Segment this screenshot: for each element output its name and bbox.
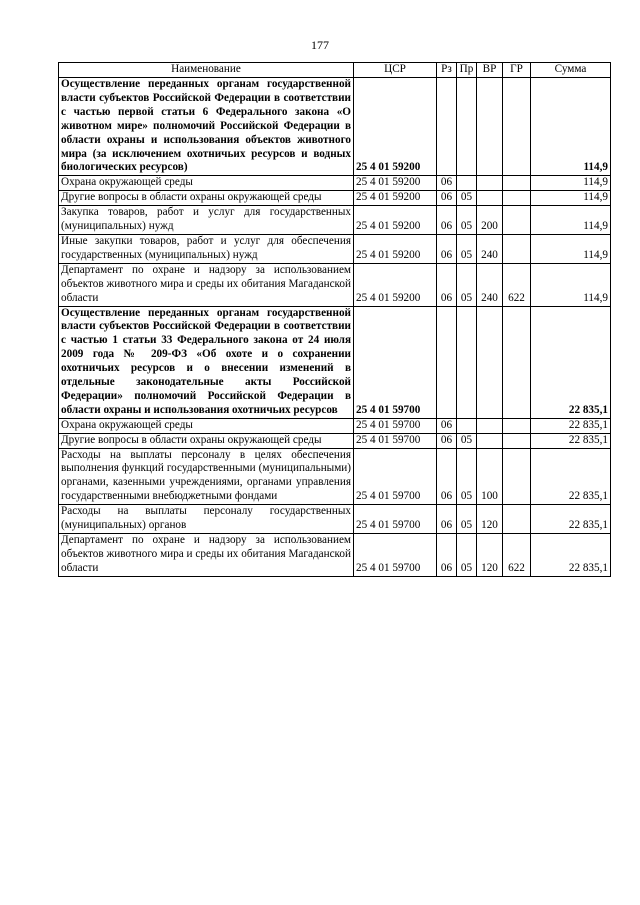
table-body [59, 78, 611, 577]
cell-sum: 22 835,1 [531, 306, 611, 418]
table-row [59, 433, 611, 448]
header-sum: Сумма [531, 63, 611, 78]
table-header-row [59, 63, 611, 78]
header-name: Наименование [59, 63, 354, 78]
cell-gr [503, 78, 531, 176]
cell-pr: 05 [457, 534, 477, 577]
table-row [59, 505, 611, 534]
cell-csr: 25 4 01 59200 [354, 206, 437, 235]
cell-gr: 622 [503, 534, 531, 577]
table-row [59, 263, 611, 306]
cell-rz: 06 [437, 234, 457, 263]
cell-gr [503, 418, 531, 433]
cell-csr: 25 4 01 59200 [354, 78, 437, 176]
cell-vr [477, 78, 503, 176]
cell-csr: 25 4 01 59700 [354, 448, 437, 505]
table-row [59, 176, 611, 191]
cell-sum: 114,9 [531, 206, 611, 235]
cell-csr: 25 4 01 59700 [354, 534, 437, 577]
cell-vr [477, 191, 503, 206]
cell-pr: 05 [457, 206, 477, 235]
cell-name: Закупка товаров, работ и услуг для государственных (муниципальных) нужд [59, 206, 354, 235]
cell-pr: 05 [457, 433, 477, 448]
table-row [59, 234, 611, 263]
cell-csr: 25 4 01 59200 [354, 263, 437, 306]
table-row [59, 206, 611, 235]
cell-csr: 25 4 01 59200 [354, 176, 437, 191]
cell-vr: 240 [477, 263, 503, 306]
cell-csr: 25 4 01 59200 [354, 191, 437, 206]
table-row [59, 448, 611, 505]
cell-csr: 25 4 01 59700 [354, 306, 437, 418]
cell-pr: 05 [457, 505, 477, 534]
table-row [59, 78, 611, 176]
cell-sum: 114,9 [531, 176, 611, 191]
cell-rz: 06 [437, 448, 457, 505]
cell-vr: 200 [477, 206, 503, 235]
cell-pr: 05 [457, 448, 477, 505]
cell-rz: 06 [437, 191, 457, 206]
cell-rz: 06 [437, 176, 457, 191]
cell-pr: 05 [457, 191, 477, 206]
cell-sum: 114,9 [531, 191, 611, 206]
cell-sum: 22 835,1 [531, 433, 611, 448]
cell-gr [503, 191, 531, 206]
cell-gr [503, 433, 531, 448]
header-csr: ЦСР [354, 63, 437, 78]
cell-rz: 06 [437, 263, 457, 306]
budget-table [58, 62, 611, 577]
cell-gr [503, 448, 531, 505]
cell-gr [503, 176, 531, 191]
cell-sum: 114,9 [531, 234, 611, 263]
cell-csr: 25 4 01 59700 [354, 418, 437, 433]
header-pr: Пр [457, 63, 477, 78]
cell-csr: 25 4 01 59200 [354, 234, 437, 263]
cell-rz: 06 [437, 206, 457, 235]
cell-vr: 240 [477, 234, 503, 263]
cell-gr: 622 [503, 263, 531, 306]
cell-rz: 06 [437, 505, 457, 534]
cell-vr [477, 306, 503, 418]
table-row [59, 306, 611, 418]
cell-name: Охрана окружающей среды [59, 176, 354, 191]
cell-rz: 06 [437, 534, 457, 577]
cell-pr [457, 78, 477, 176]
cell-sum: 22 835,1 [531, 505, 611, 534]
cell-csr: 25 4 01 59700 [354, 505, 437, 534]
cell-name: Другие вопросы в области охраны окружающей среды [59, 191, 354, 206]
cell-vr [477, 418, 503, 433]
cell-vr: 120 [477, 505, 503, 534]
page-number: 177 [311, 38, 329, 52]
cell-name: Иные закупки товаров, работ и услуг для обеспечения государственных (муниципальных) нужд [59, 234, 354, 263]
cell-pr [457, 418, 477, 433]
cell-rz: 06 [437, 433, 457, 448]
cell-gr [503, 306, 531, 418]
table-row [59, 418, 611, 433]
cell-vr [477, 176, 503, 191]
table-row [59, 534, 611, 577]
cell-sum: 22 835,1 [531, 448, 611, 505]
cell-name: Расходы на выплаты персоналу в целях обеспечения выполнения функций государственными (муниципальными) органами, казенными учреждениями, органами управления государственными внебюджетными фондами [59, 448, 354, 505]
cell-vr: 120 [477, 534, 503, 577]
cell-name: Расходы на выплаты персоналу государственных (муниципальных) органов [59, 505, 354, 534]
cell-sum: 114,9 [531, 263, 611, 306]
cell-pr [457, 176, 477, 191]
cell-name: Другие вопросы в области охраны окружающей среды [59, 433, 354, 448]
cell-gr [503, 206, 531, 235]
cell-name: Охрана окружающей среды [59, 418, 354, 433]
cell-gr [503, 505, 531, 534]
header-rz: Рз [437, 63, 457, 78]
cell-rz [437, 78, 457, 176]
cell-name: Департамент по охране и надзору за использованием объектов животного мира и среды их обитания Магаданской области [59, 534, 354, 577]
cell-name: Осуществление переданных органам государственной власти субъектов Российской Федерации в соответствии с частью 1 статьи 33 Федерального закона от 24 июля 2009 года № 209-ФЗ «Об охоте и о сохранении охотничьих ресурсов и о внесении изменений в отдельные законодательные акты Российской Федерации» полномочий Российской Федерации в области охраны и использования охотничьих ресурсов [59, 306, 354, 418]
cell-pr [457, 306, 477, 418]
header-vr: ВР [477, 63, 503, 78]
cell-pr: 05 [457, 263, 477, 306]
cell-pr: 05 [457, 234, 477, 263]
cell-vr: 100 [477, 448, 503, 505]
header-gr: ГР [503, 63, 531, 78]
cell-rz: 06 [437, 418, 457, 433]
cell-rz [437, 306, 457, 418]
cell-sum: 114,9 [531, 78, 611, 176]
cell-name: Осуществление переданных органам государственной власти субъектов Российской Федерации в соответствии с частью первой статьи 6 Федерального закона «О животном мире» полномочий Российской Федерации в области охраны и использования объектов животного мира (за исключением охотничьих ресурсов и водных биологических ресурсов) [59, 78, 354, 176]
cell-name: Департамент по охране и надзору за использованием объектов животного мира и среды их обитания Магаданской области [59, 263, 354, 306]
cell-gr [503, 234, 531, 263]
cell-sum: 22 835,1 [531, 418, 611, 433]
cell-csr: 25 4 01 59700 [354, 433, 437, 448]
table-row [59, 191, 611, 206]
cell-vr [477, 433, 503, 448]
cell-sum: 22 835,1 [531, 534, 611, 577]
